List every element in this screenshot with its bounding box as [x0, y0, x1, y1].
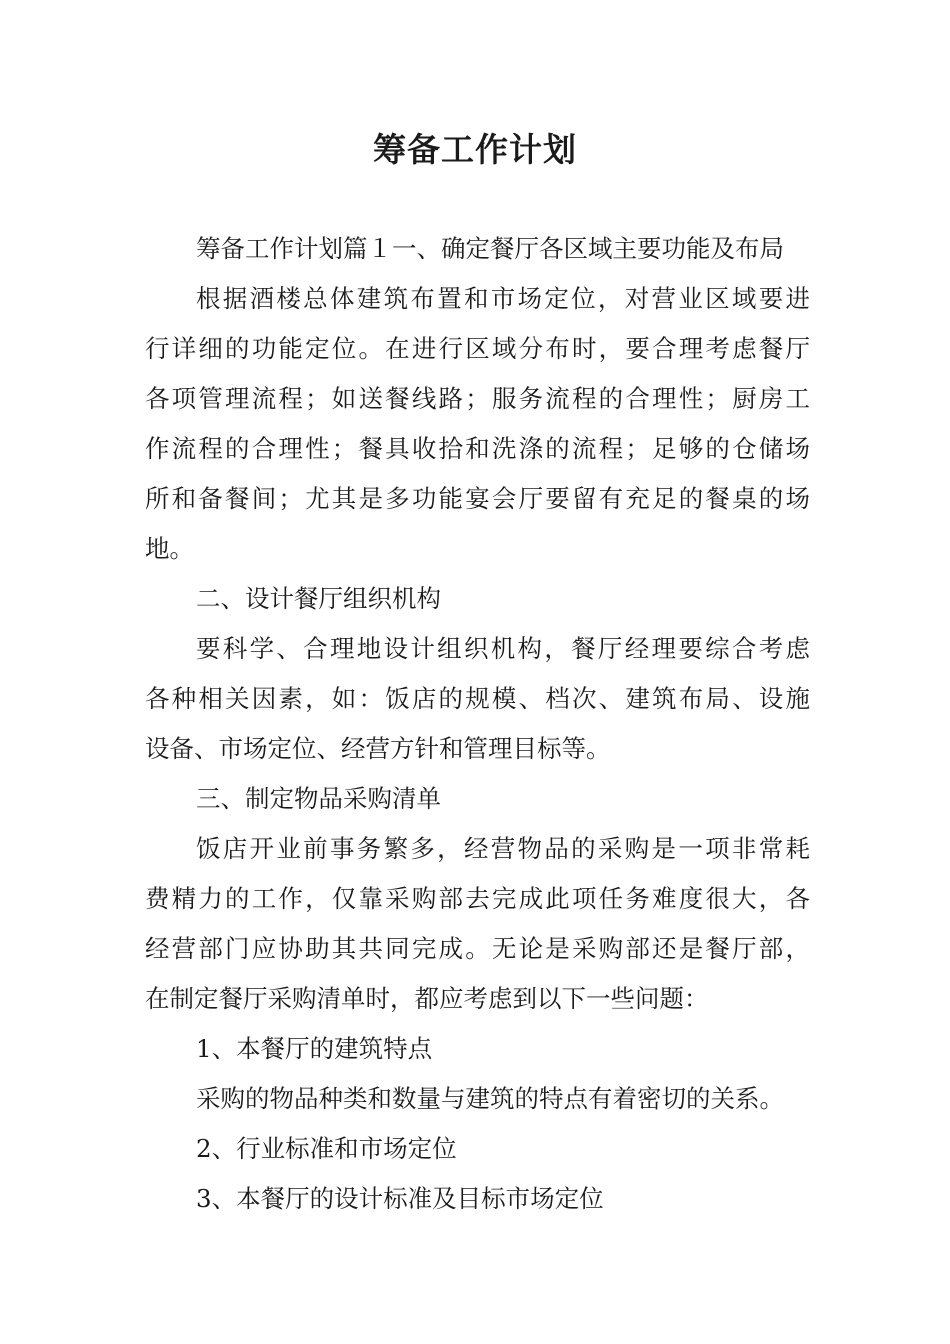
paragraph-line: 各项管理流程；如送餐线路；服务流程的合理性；厨房工	[145, 384, 810, 413]
paragraph-line: 设备、市场定位、经营方针和管理目标等。	[145, 734, 611, 763]
paragraph-line: 各种相关因素，如：饭店的规模、档次、建筑布局、设施	[145, 684, 810, 713]
paragraph-line: 采购的物品种类和数量与建筑的特点有着密切的关系。	[196, 1084, 784, 1113]
paragraph-line: 要科学、合理地设计组织机构，餐厅经理要综合考虑	[196, 634, 810, 663]
list-heading: 3、本餐厅的设计标准及目标市场定位	[196, 1184, 604, 1213]
paragraph-line: 根据酒楼总体建筑布置和市场定位，对营业区域要进	[196, 284, 810, 313]
paragraph-line: 地。	[145, 534, 194, 563]
section-heading: 二、设计餐厅组织机构	[196, 584, 441, 613]
list-heading: 2、行业标准和市场定位	[196, 1134, 457, 1163]
paragraph-line: 经营部门应协助其共同完成。无论是采购部还是餐厅部，	[145, 934, 810, 963]
paragraph-line: 作流程的合理性；餐具收拾和洗涤的流程；足够的仓储场	[145, 434, 810, 463]
section-heading: 三、制定物品采购清单	[196, 784, 441, 813]
paragraph-line: 饭店开业前事务繁多，经营物品的采购是一项非常耗	[196, 834, 810, 863]
document-title: 筹备工作计划	[373, 130, 577, 169]
paragraph-line: 在制定餐厅采购清单时，都应考虑到以下一些问题：	[145, 984, 709, 1013]
paragraph-line: 筹备工作计划篇１一、确定餐厅各区域主要功能及布局	[196, 234, 784, 263]
paragraph-line: 所和备餐间；尤其是多功能宴会厅要留有充足的餐桌的场	[145, 484, 810, 513]
paragraph-line: 行详细的功能定位。在进行区域分布时，要合理考虑餐厅	[145, 334, 810, 363]
list-heading: 1、本餐厅的建筑特点	[196, 1034, 433, 1063]
paragraph-line: 费精力的工作，仅靠采购部去完成此项任务难度很大，各	[145, 884, 810, 913]
